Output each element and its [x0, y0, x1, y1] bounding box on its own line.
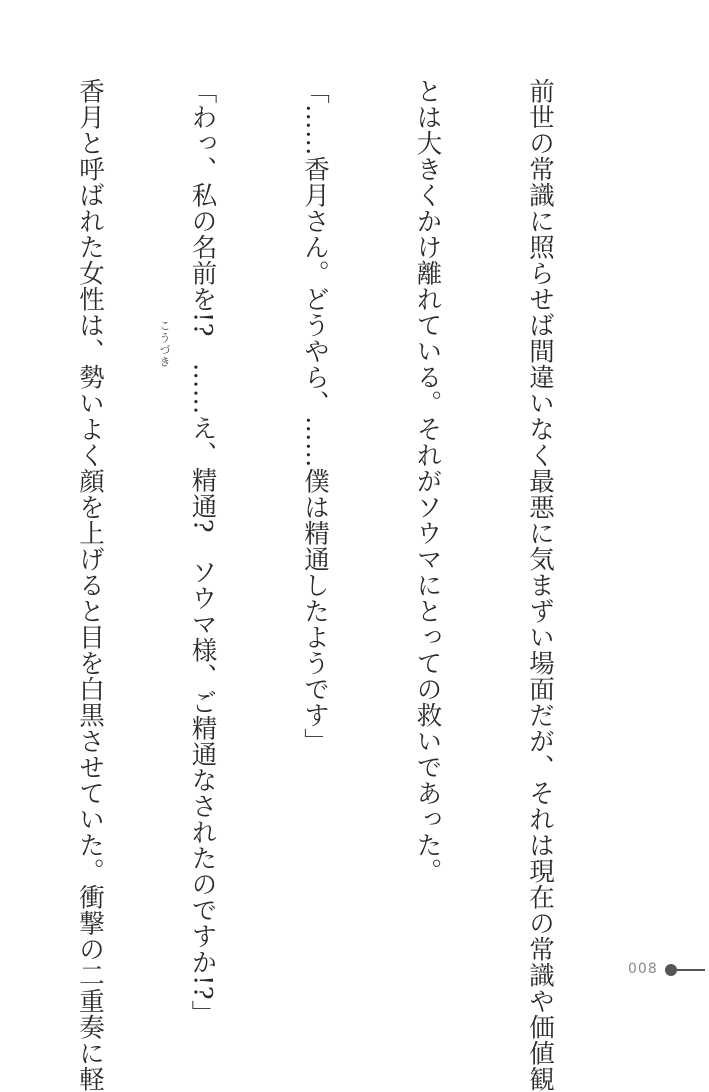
page-marker-rule [675, 969, 705, 971]
text-line: 「……香月さん。どうやら、……僕は精通したようです」 [300, 78, 330, 754]
ruby-annotation: こうづき [158, 320, 171, 368]
page-number: 008 [628, 961, 658, 977]
vertical-text-body [73, 78, 633, 1092]
text-line: とは大きくかけ離れている。それがソウマにとっての救いであった。 [412, 78, 443, 884]
page-footer [628, 961, 704, 981]
text-line: 「わっ、私の名前を!? ……え、精通? ソウマ様、ご精通なされたのですか!?」 [187, 78, 218, 1027]
text-line: 前世の常識に照らせば間違いなく最悪に気まずい場面だが、それは現在の常識や価値観 [525, 78, 555, 1092]
text-line: 香月と呼ばれた女性は、勢いよく顔を上げると目を白黒させていた。衝撃の二重奏に軽 [75, 78, 105, 1092]
